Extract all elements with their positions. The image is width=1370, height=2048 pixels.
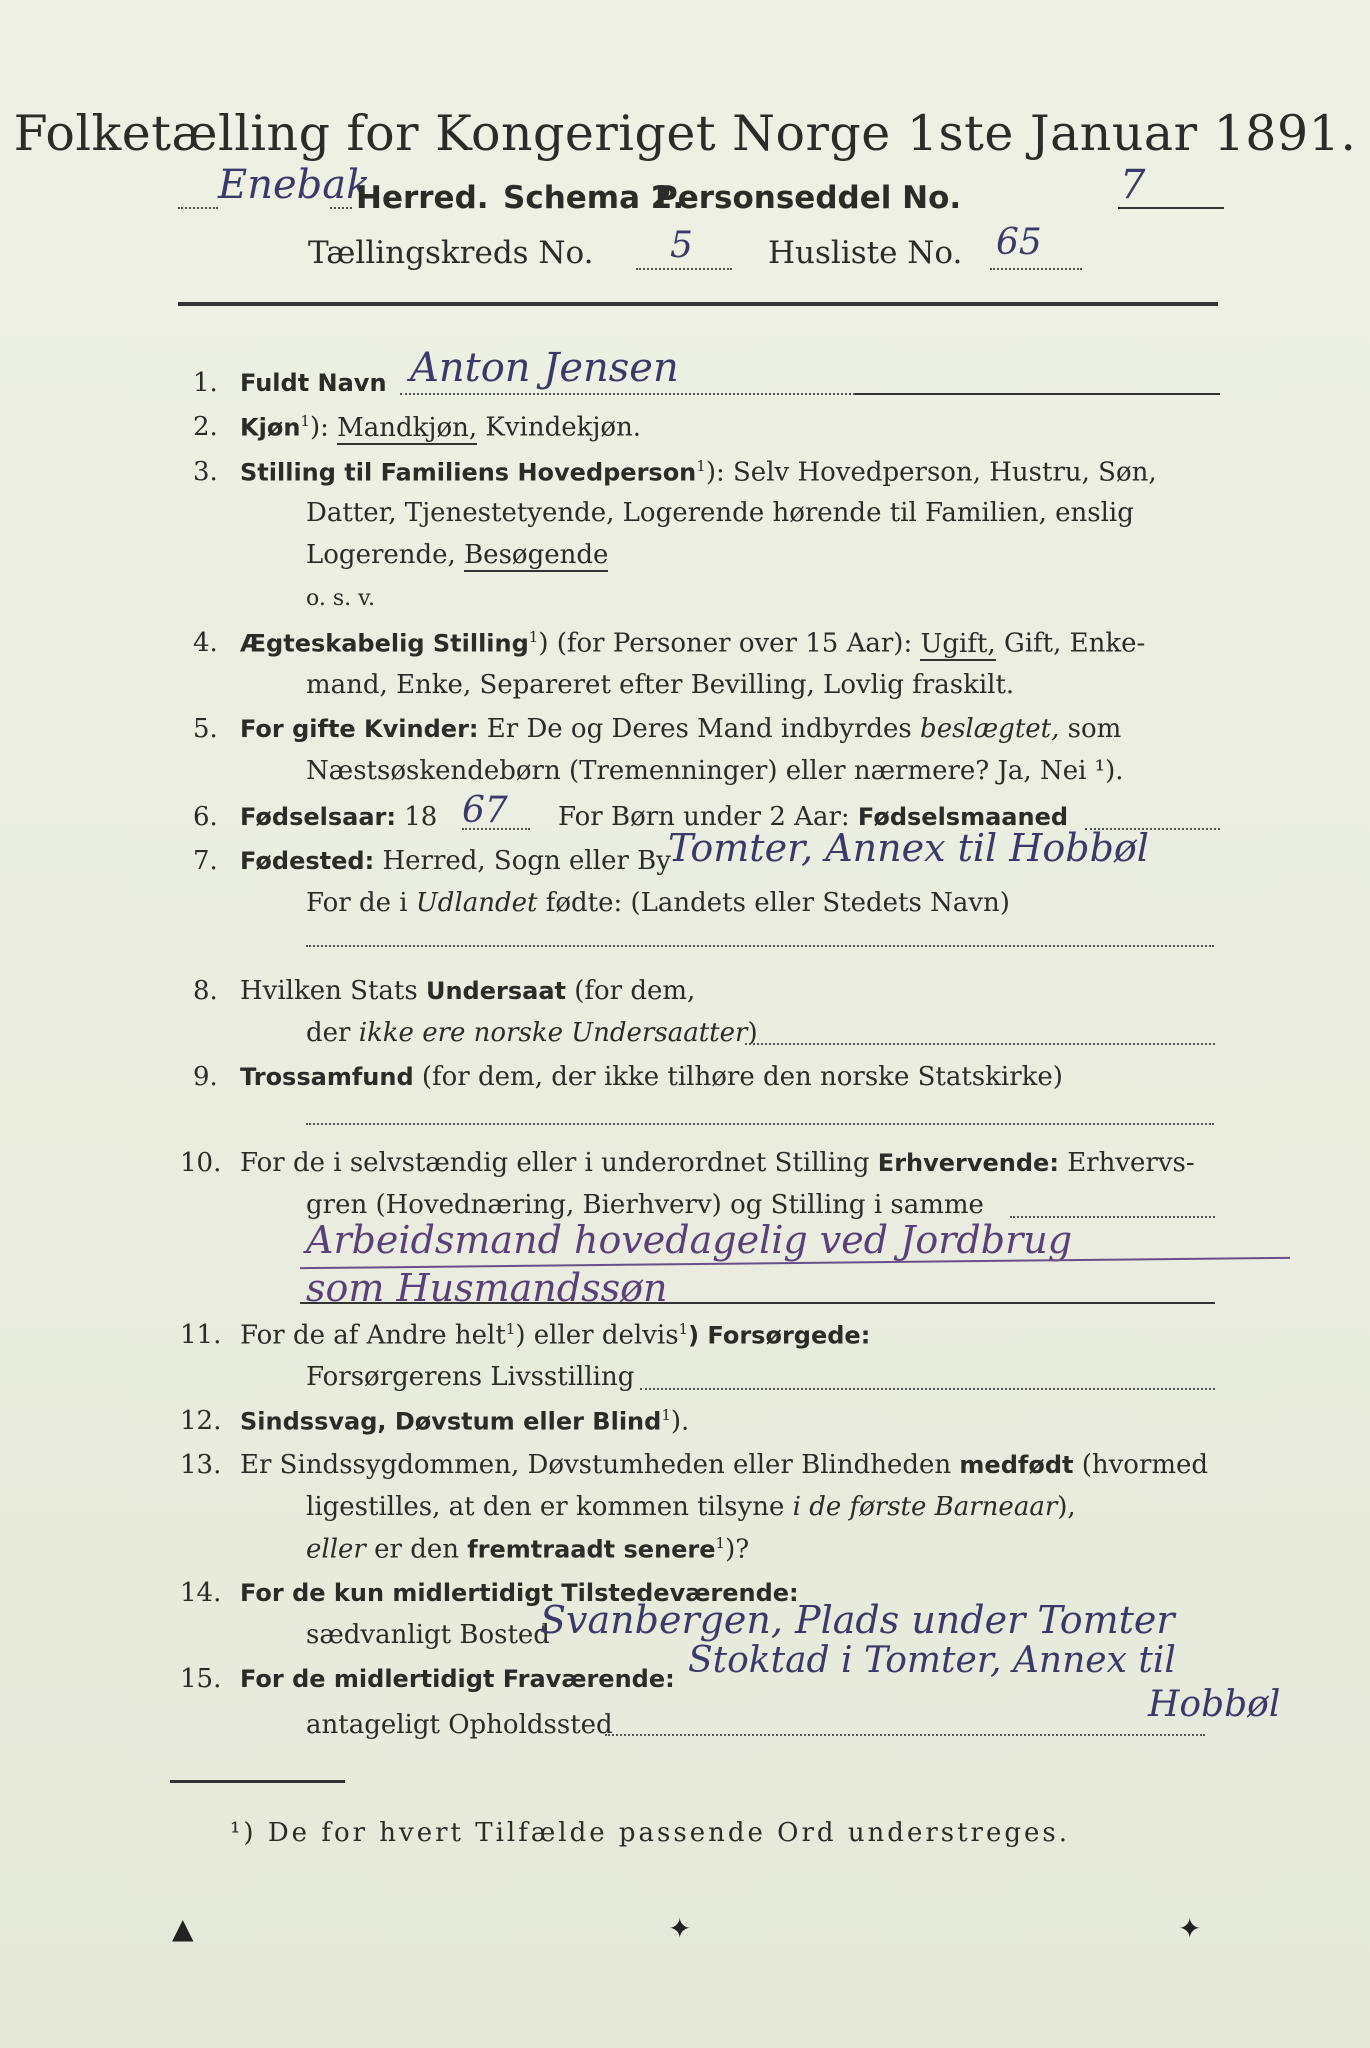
q3-selected-option: Besøgende <box>464 540 609 570</box>
q14-value: Svanbergen, Plads under Tomter <box>540 1598 1175 1642</box>
herred-dots <box>178 207 218 209</box>
q15-value-2: Hobbøl <box>1148 1684 1281 1725</box>
q11-line-1: For de af Andre helt$^1$) eller delvis$^1$) Forsørgede: <box>240 1320 871 1351</box>
item-number: 1. <box>193 368 218 398</box>
husliste-dots <box>990 268 1082 270</box>
q6-label: Fødselsaar: 18 <box>240 802 438 832</box>
q10-value-2: som Husmandssøn <box>306 1266 668 1310</box>
q1-dots <box>400 393 855 395</box>
item-number: 3. <box>193 457 218 487</box>
q6-line-2: For Børn under 2 Aar: Fødselsmaaned <box>558 802 1069 832</box>
q7-value: Tomter, Annex til Hobbøl <box>668 826 1149 870</box>
q15-value-1: Stoktad i Tomter, Annex til <box>688 1640 1176 1681</box>
item-number: 15. <box>180 1664 222 1694</box>
q6-year-value: 67 <box>462 790 508 831</box>
registration-mark-center: ✦ <box>668 1912 692 1945</box>
q11-line-2: Forsørgerens Livsstilling <box>306 1362 635 1392</box>
q13-line-2: ligestilles, at den er kommen tilsyne i de første Barneaar), <box>306 1492 1076 1522</box>
item-number: 7. <box>193 846 218 876</box>
q5-line-1: For gifte Kvinder: Er De og Deres Mand indbyrdes beslægtet, som <box>240 714 1122 744</box>
item-number: 13. <box>180 1450 222 1480</box>
herred-label: Herred. <box>356 180 489 216</box>
q7-line-1: Fødested: Herred, Sogn eller By <box>240 846 671 876</box>
form-title: Folketælling for Kongeriget Norge 1ste Januar 1891. <box>13 105 1357 162</box>
herred-dots-2 <box>330 207 352 209</box>
kreds-dots <box>636 268 732 270</box>
q10-line <box>300 1302 1215 1304</box>
q8-line-2: der ikke ere norske Undersaatter) <box>306 1018 758 1048</box>
q4-selected-option: Ugift, <box>920 628 996 659</box>
footnote: ¹) De for hvert Tilfælde passende Ord understreges. <box>230 1818 1071 1848</box>
personseddel-label: Personseddel No. <box>655 180 962 216</box>
q3-line-3: Logerende, Besøgende <box>306 540 609 570</box>
item-number: 8. <box>193 976 218 1006</box>
personseddel-number: 7 <box>1120 162 1146 208</box>
q1-label: Fuldt Navn <box>240 369 387 397</box>
q10-line-2: gren (Hovednæring, Bierhverv) og Stilling i samme <box>306 1190 984 1220</box>
item-number: 2. <box>193 412 218 442</box>
q6-dots <box>462 828 530 830</box>
registration-mark-left: ▲ <box>172 1912 194 1945</box>
herred-value: Enebak <box>218 162 371 208</box>
kreds-label: Tællingskreds No. <box>308 235 594 271</box>
item-number: 12. <box>180 1406 222 1436</box>
item-number: 11. <box>180 1320 222 1350</box>
q13-line-3: eller er den fremtraadt senere$^1$)? <box>306 1534 750 1565</box>
q14-line-2: sædvanligt Bosted <box>306 1620 550 1650</box>
husliste-label: Husliste No. <box>768 235 963 271</box>
schema-label: Schema 2. <box>503 180 685 216</box>
q11-dots <box>640 1388 1215 1390</box>
item-number: 14. <box>180 1578 222 1608</box>
q2-line: Kjøn$^1$): Mandkjøn, Kvindekjøn. <box>240 412 642 443</box>
q5-line-2: Næstsøskendebørn (Tremenninger) eller nærmere? Ja, Nei ¹). <box>306 756 1124 786</box>
kreds-number: 5 <box>670 225 693 266</box>
item-number: 6. <box>193 802 218 832</box>
q15-dots <box>605 1734 1205 1736</box>
husliste-number: 65 <box>996 222 1042 263</box>
q8-dots <box>745 1043 1215 1045</box>
q15-line-2: antageligt Opholdssted <box>306 1710 613 1740</box>
q3-line-4: o. s. v. <box>306 586 375 611</box>
q4-line-1: Ægteskabelig Stilling$^1$) (for Personer over 15 Aar): Ugift, Gift, Enke- <box>240 628 1146 659</box>
q10-value-1: Arbeidsmand hovedagelig ved Jordbrug <box>306 1218 1073 1262</box>
q15-line-1: For de midlertidigt Fraværende: <box>240 1665 675 1693</box>
q3-line-1: Stilling til Familiens Hovedperson$^1$): Selv Hovedperson, Hustru, Søn, <box>240 457 1157 488</box>
q10-line-1: For de i selvstændig eller i underordnet Stilling Erhvervende: Erhvervs- <box>240 1148 1195 1178</box>
q1-value: Anton Jensen <box>410 345 679 391</box>
q3-line-2: Datter, Tjenestetyende, Logerende hørende til Familien, enslig <box>306 498 1134 528</box>
item-number: 10. <box>180 1148 222 1178</box>
q14-line-1: For de kun midlertidigt Tilstedeværende: <box>240 1579 799 1607</box>
q13-line-1: Er Sindssygdommen, Døvstumheden eller Blindheden medfødt (hvormed <box>240 1450 1209 1480</box>
q7-foreign-dots <box>306 945 1214 947</box>
personseddel-underline <box>1118 207 1224 209</box>
registration-mark-right: ✦ <box>1178 1912 1202 1945</box>
q12-line: Sindssvag, Døvstum eller Blind$^1$). <box>240 1406 690 1437</box>
footnote-rule <box>170 1780 345 1783</box>
q9-line: Trossamfund (for dem, der ikke tilhøre den norske Statskirke) <box>240 1062 1063 1092</box>
q9-dots <box>306 1123 1214 1125</box>
q1-line <box>855 393 1220 395</box>
item-number: 4. <box>193 628 218 658</box>
header-rule <box>178 302 1218 306</box>
q7-line-2: For de i Udlandet fødte: (Landets eller Stedets Navn) <box>306 888 1010 918</box>
item-number: 5. <box>193 714 218 744</box>
item-number: 9. <box>193 1062 218 1092</box>
q8-line-1: Hvilken Stats Undersaat (for dem, <box>240 976 696 1006</box>
q4-line-2: mand, Enke, Separeret efter Bevilling, Lovlig fraskilt. <box>306 670 1015 700</box>
q2-selected-option: Mandkjøn, <box>337 412 478 443</box>
